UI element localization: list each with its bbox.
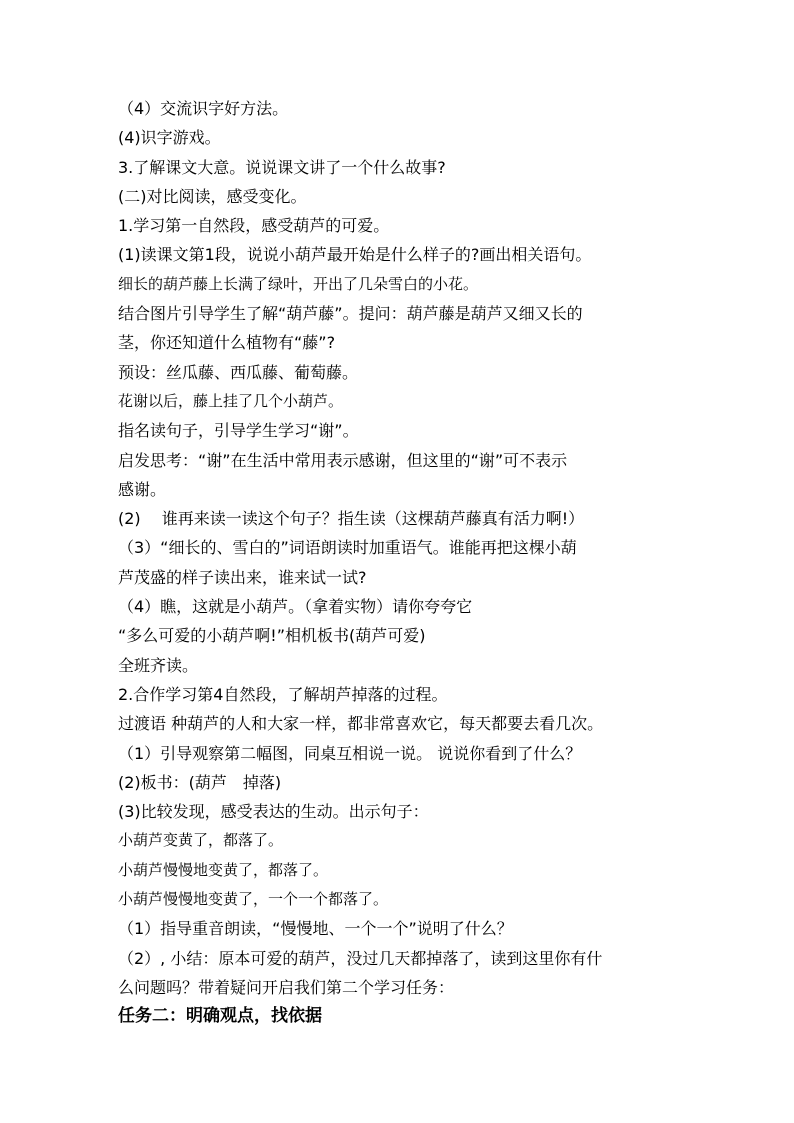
- text-line: 2.合作学习第4自然段，了解胡芦掉落的过程。: [118, 684, 448, 704]
- text-line: （3）“细长的、雪白的”词语朗读时加重语气。谁能再把这棵小葫: [118, 538, 577, 558]
- text-line: 花谢以后，藤上挂了几个小葫芦。: [118, 391, 344, 410]
- text-line: (4)识字游戏。: [118, 128, 221, 148]
- text-line: 结合图片引导学生了解“葫芦藤”。提问：葫芦藤是葫芦又细又长的: [118, 304, 583, 324]
- text-line: 感谢。: [118, 479, 167, 499]
- text-line: 芦茂盛的样子读出来，谁来试一试?: [118, 567, 367, 587]
- text-line: (二)对比阅读，感受变化。: [118, 186, 307, 206]
- text-line: (2) 谁再来读一读这个句子？指生读（这棵葫芦藤真有活力啊!）: [118, 509, 585, 529]
- text-line: 小葫芦变黄了，都落了。: [118, 831, 284, 850]
- text-line: (2)板书：(葫芦 掉落): [118, 772, 282, 792]
- text-line: 小葫芦慢慢地变黄了，一个一个都落了。: [118, 890, 389, 909]
- text-line: （4）交流识字好方法。: [118, 99, 289, 118]
- text-line: （1）引导观察第二幅图，同桌互相说一说。 说说你看到了什么？: [118, 743, 582, 763]
- text-line: (1)读课文第1段，说说小葫芦最开始是什么样子的?画出相关语句。: [118, 245, 592, 265]
- text-line: 预设：丝瓜藤、西瓜藤、葡萄藤。: [118, 362, 359, 382]
- text-line: 小葫芦慢慢地变黄了，都落了。: [118, 860, 329, 879]
- text-line: 启发思考：“谢”在生活中常用表示感谢，但这里的“谢”可不表示: [118, 450, 568, 470]
- text-line: “多么可爱的小葫芦啊!”相机板书(葫芦可爱): [118, 626, 426, 646]
- text-line: (3)比较发现，感受表达的生动。出示句子：: [118, 802, 429, 822]
- text-line: （2）, 小结：原本可爱的葫芦，没过几天都掉落了，读到这里你有什: [118, 948, 603, 968]
- text-line: 全班齐读。: [118, 655, 199, 675]
- text-line: （1）指导重音朗读，“慢慢地、一个一个”说明了什么？: [118, 919, 513, 939]
- text-line: （4）瞧，这就是小葫芦。（拿着实物）请你夸夸它: [118, 597, 473, 617]
- text-line: 么问题吗？带着疑问开启我们第二个学习任务：: [118, 977, 455, 997]
- text-line: 1.学习第一自然段，感受葫芦的可爱。: [118, 216, 390, 236]
- section-heading: 任务二：明确观点，找依据: [118, 1006, 322, 1027]
- text-line: 茎，你还知道什么植物有“藤”?: [118, 333, 336, 353]
- text-line: 过渡语 种葫芦的人和大家一样，都非常喜欢它，每天都要去看几次。: [118, 714, 604, 734]
- text-line: 3.了解课文大意。说说课文讲了一个什么故事?: [118, 157, 446, 177]
- text-line: 指名读句子，引导学生学习“谢”。: [118, 421, 359, 441]
- document-body: [118, 94, 698, 1032]
- text-line: 细长的葫芦藤上长满了绿叶，开出了几朵雪白的小花。: [118, 274, 479, 293]
